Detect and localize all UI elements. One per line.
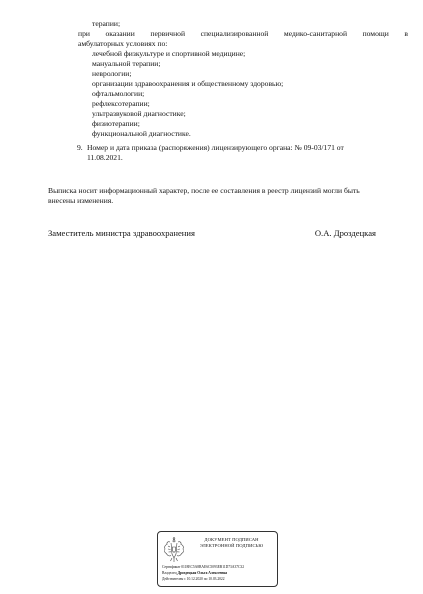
service-item: рефлексотерапии;: [92, 99, 150, 108]
signatory-position: Заместитель министра здравоохранения: [48, 228, 195, 238]
stamp-header: [188, 537, 275, 549]
list-item-therapy: терапии;: [92, 19, 121, 28]
service-item: офтальмологии;: [92, 89, 145, 98]
service-item: мануальной терапии;: [92, 59, 161, 68]
service-item: лечебной физкультуре и спортивной медицине;: [92, 49, 246, 58]
service-item: физиотерапии;: [92, 119, 140, 128]
item-9-number: 9.: [77, 143, 83, 152]
service-item: функциональной диагностике.: [92, 129, 191, 138]
service-item: ультразвуковой диагностике;: [92, 109, 186, 118]
stamp-title-line-2: ЭЛЕКТРОННОЙ ПОДПИСЬЮ: [199, 543, 264, 548]
stamp-details: [162, 564, 275, 583]
owner-name: Дроздецкая Ольга Алексеевна: [177, 571, 228, 576]
service-item: неврологии;: [92, 69, 132, 78]
certificate-label: Сертификат: [162, 565, 181, 569]
disclaimer-line-1: Выписка носит информационный характер, после ее составления в реестр лицензий могли быть: [48, 186, 360, 195]
disclaimer-line-2: внесены изменения.: [48, 196, 114, 205]
electronic-signature-stamp: [157, 531, 278, 587]
certificate-number: 0118EC5A8BAE6C5093EB11D73A37C32: [181, 565, 245, 569]
owner-label: Владелец: [162, 571, 177, 576]
clause-line-1: при оказании первичной специализированной медико-санитарной помощи в: [78, 29, 408, 38]
stamp-validity: Действителен с 10.12.2020 по 10.03.2022: [162, 577, 225, 582]
stamp-title-line-1: ДОКУМЕНТ ПОДПИСАН: [204, 537, 259, 542]
service-item: организации здравоохранения и общественному здоровью;: [92, 79, 284, 88]
item-9-line-2: 11.08.2021.: [87, 153, 123, 162]
clause-line-2: амбулаторных условиях по:: [78, 39, 168, 48]
signatory-name: О.А. Дроздецкая: [314, 228, 376, 238]
item-9-line-1: Номер и дата приказа (распоряжения) лицензирующего органа: № 09-03/171 от: [87, 143, 344, 152]
coat-of-arms-icon: [162, 536, 186, 564]
